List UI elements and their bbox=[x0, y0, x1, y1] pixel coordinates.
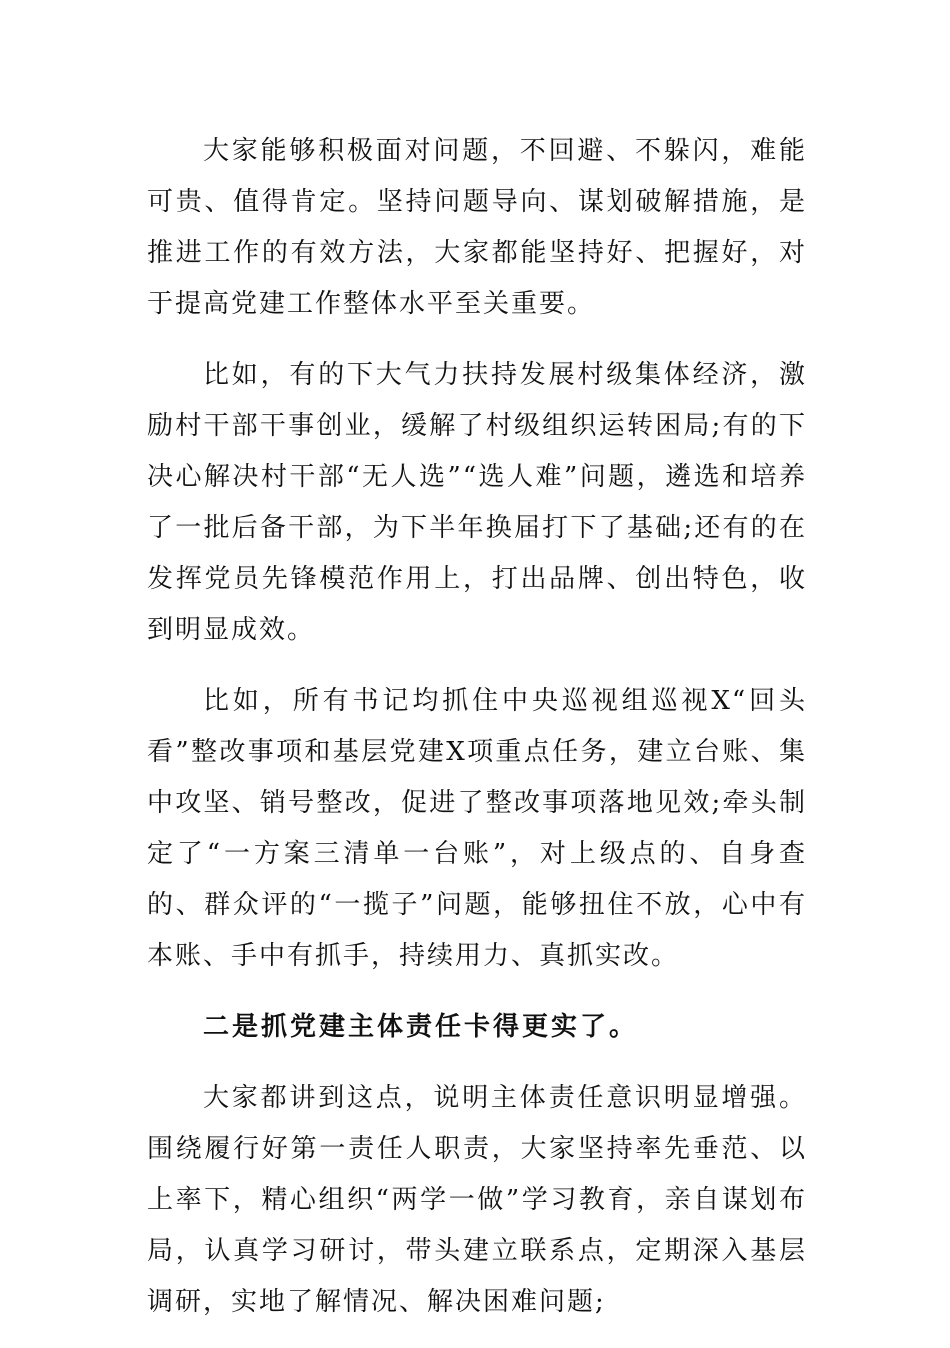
section-heading: 二是抓党建主体责任卡得更实了。 bbox=[203, 1012, 639, 1042]
paragraph-4: 大家都讲到这点，说明主体责任意识明显增强。围绕履行好第一责任人职责，大家坚持率先垂范、以上率下，精心组织“两学一做”学习教育，亲自谋划布局，认真学习研讨，带头建立联系点，定期深入基层调研，实地了解情况、解决困难问题; bbox=[147, 1083, 807, 1317]
document-body bbox=[147, 126, 807, 1348]
paragraph-1: 大家能够积极面对问题，不回避、不躲闪，难能可贵、值得肯定。坚持问题导向、谋划破解措施，是推进工作的有效方法，大家都能坚持好、把握好，对于提高党建工作整体水平至关重要。 bbox=[147, 136, 807, 319]
paragraph-2: 比如，有的下大气力扶持发展村级集体经济，激励村干部干事创业，缓解了村级组织运转困局;有的下决心解决村干部“无人选”“选人难”问题，遴选和培养了一批后备干部，为下半年换届打下了基础;还有的在发挥党员先锋模范作用上，打出品牌、创出特色，收到明显成效。 bbox=[147, 360, 807, 645]
paragraph-3: 比如，所有书记均抓住中央巡视组巡视X“回头看”整改事项和基层党建X项重点任务，建立台账、集中攻坚、销号整改，促进了整改事项落地见效;牵头制定了“一方案三清单一台账”，对上级点的、自身查的、群众评的“一揽子”问题，能够扭住不放，心中有本账、手中有抓手，持续用力、真抓实改。 bbox=[147, 686, 807, 971]
